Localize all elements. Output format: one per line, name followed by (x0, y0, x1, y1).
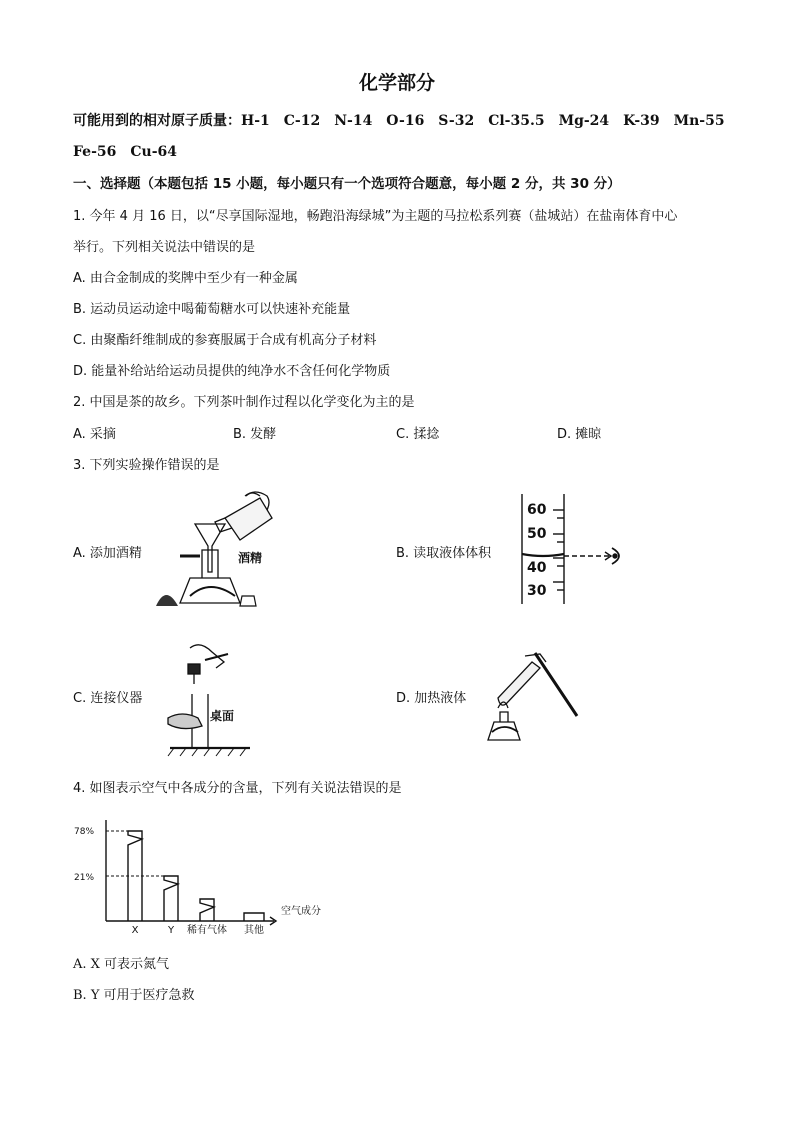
fig-b-tick-60: 60 (527, 502, 547, 518)
fig-c-label: 桌面 (210, 709, 235, 723)
q2-option-b: B. 发酵 (233, 427, 277, 442)
q1-stem-line-2: 举行。下列相关说法中错误的是 (73, 240, 256, 255)
air-composition-chart (74, 818, 344, 940)
q4-option-a: A. X 可表示氮气 (73, 957, 170, 972)
q1-option-b: B. 运动员运动途中喝葡萄糖水可以快速补充能量 (73, 302, 351, 317)
ytick-78: 78% (74, 827, 95, 837)
figure-read-volume (515, 492, 635, 607)
bar-2 (164, 876, 178, 921)
q3-stem: 3. 下列实验操作错误的是 (73, 458, 220, 473)
q1-option-c: C. 由聚酯纤维制成的参赛服属于合成有机高分子材料 (73, 333, 377, 348)
q4-option-b: B. Y 可用于医疗急救 (73, 988, 195, 1003)
figure-connect-apparatus (150, 640, 260, 758)
q2-option-a: A. 采摘 (73, 427, 116, 442)
figure-add-alcohol (150, 488, 280, 610)
bar-1 (128, 831, 142, 921)
q3-option-d: D. 加热液体 (396, 691, 467, 706)
fig-b-tick-40: 40 (527, 560, 547, 576)
ytick-21: 21% (74, 873, 95, 883)
q4-stem: 4. 如图表示空气中各成分的含量，下列有关说法错误的是 (73, 781, 402, 796)
fig-b-tick-50: 50 (527, 526, 547, 542)
chart-xlabel: 空气成分 (281, 906, 321, 917)
q2-option-d: D. 摊晾 (557, 427, 602, 442)
bar-4 (244, 913, 264, 921)
page-title: 化学部分 (358, 72, 435, 94)
figure-heat-liquid (480, 648, 590, 753)
fig-a-label: 酒精 (238, 551, 263, 565)
bar-3 (200, 899, 214, 921)
q2-option-c: C. 揉捻 (396, 427, 440, 442)
q1-option-a: A. 由合金制成的奖牌中至少有一种金属 (73, 271, 298, 286)
category-label-1: X (131, 925, 139, 936)
q3-option-a: A. 添加酒精 (73, 546, 142, 561)
q2-stem: 2. 中国是茶的故乡。下列茶叶制作过程以化学变化为主的是 (73, 395, 415, 410)
atomic-mass-line-2: Fe-56 Cu-64 (73, 144, 177, 160)
category-label-4: 其他 (244, 925, 264, 936)
category-label-2: Y (167, 925, 175, 936)
q1-stem-line-1: 1. 今年 4 月 16 日，以“尽享国际湿地，畅跑沿海绿城”为主题的马拉松系列赛（盐城站）在盐南体育中心 (73, 209, 678, 224)
atomic-mass-line-1: 可能用到的相对原子质量：H-1 C-12 N-14 O-16 S-32 Cl-35.5 Mg-24 K-39 Mn-55 (73, 113, 725, 129)
fig-b-tick-30: 30 (527, 583, 547, 599)
q3-option-b: B. 读取液体体积 (396, 546, 492, 561)
section-1-header: 一、选择题（本题包括 15 小题，每小题只有一个选项符合题意，每小题 2 分，共 30 分） (73, 176, 621, 192)
q3-option-c: C. 连接仪器 (73, 691, 143, 706)
q1-option-d: D. 能量补给站给运动员提供的纯净水不含任何化学物质 (73, 364, 391, 379)
category-label-3: 稀有气体 (187, 925, 227, 936)
